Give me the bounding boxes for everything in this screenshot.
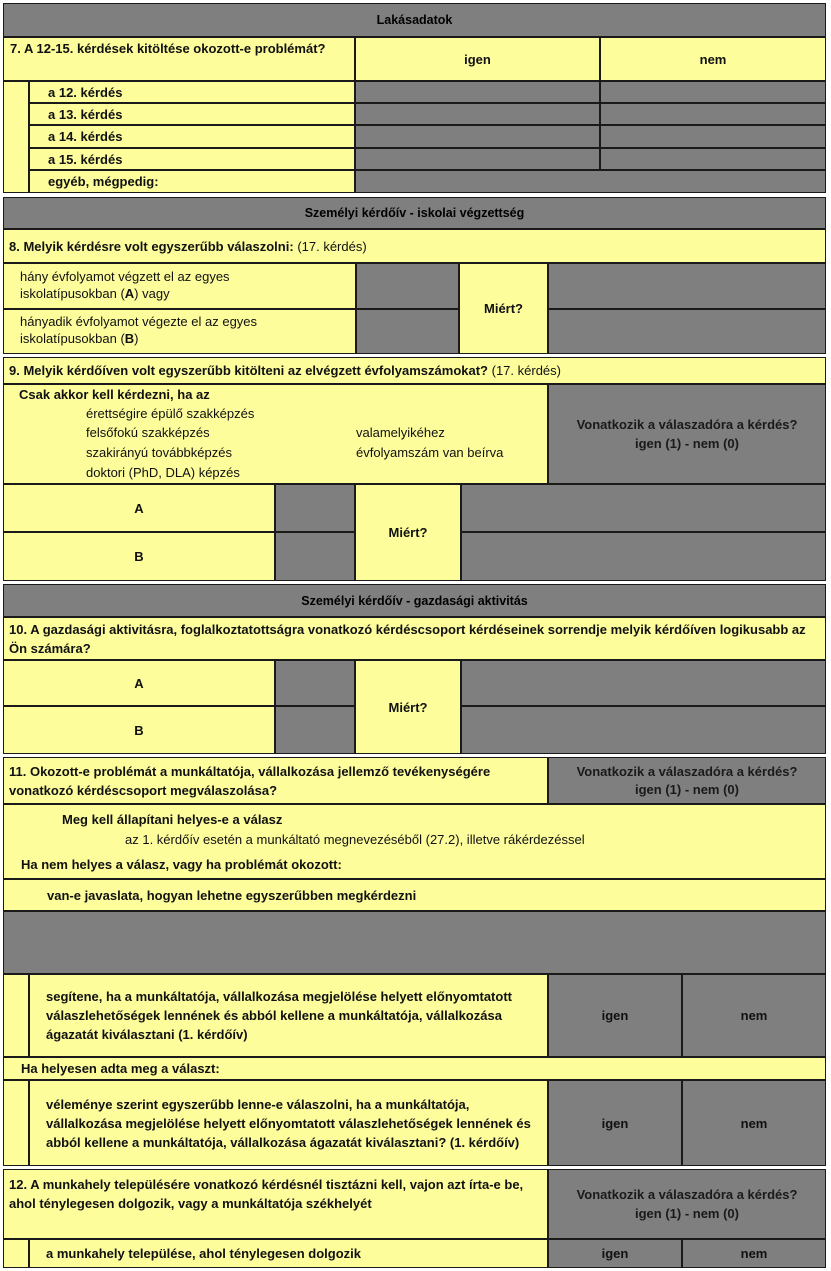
q11-would-help-no[interactable]: nem (682, 974, 826, 1057)
q9-item-2: felsőfokú szakképzés (86, 425, 210, 440)
q10-why-label: Miért? (355, 660, 461, 754)
q7-14-yes-cell[interactable] (355, 125, 600, 148)
q12-question: 12. A munkahely településére vonatkozó kérdésnél tisztázni kell, vajon azt írta-e be, ahol ténylegesen dolgozik, vagy a munkáltatója székhelyét (3, 1169, 548, 1239)
q11-would-help: segítene, ha a munkáltatója, vállalkozása megjelölése helyett előnyomtatott válaszlehetőségek lennének és abból kellene a munkáltatója, vállalkozása ágazatát kiválasztani (1. kérdőív) (29, 974, 548, 1057)
q11-question: 11. Okozott-e problémát a munkáltatója, vállalkozása jellemző tevékenységére vonatkozó kérdéscsoport megválaszolása? (3, 757, 548, 804)
q11-instructions (3, 804, 826, 879)
q7-row-other: egyéb, mégpedig: (29, 170, 355, 193)
q9-why-cell-a[interactable] (461, 484, 826, 532)
q9-option-b: B (3, 532, 275, 581)
q9-item-3: szakirányú továbbképzés (86, 445, 232, 460)
q7-13-no-cell[interactable] (600, 103, 826, 125)
q9-right-line1: valamelyikéhez (356, 425, 445, 440)
q9-option-a: A (3, 484, 275, 532)
q8-option-a (3, 263, 356, 309)
q9-item-4: doktori (PhD, DLA) képzés (86, 465, 240, 480)
q8-why-cell-b[interactable] (548, 309, 826, 354)
q8-option-a-line1: hány évfolyamot végzett el az egyes (20, 269, 230, 284)
q12-no[interactable]: nem (682, 1239, 826, 1268)
q9-option-a-cell[interactable] (275, 484, 355, 532)
q11-if-correct: Ha helyesen adta meg a választ: (3, 1057, 826, 1080)
q10-option-b-cell[interactable] (275, 706, 355, 754)
q7-14-no-cell[interactable] (600, 125, 826, 148)
q9-item-1: érettségire épülő szakképzés (86, 406, 255, 421)
q8-option-b-cell[interactable] (356, 309, 459, 354)
q9-question (3, 357, 826, 384)
q8-option-b-line2: iskolatípusokban (B) (20, 331, 139, 346)
q8-question-ref: (17. kérdés) (297, 238, 367, 254)
q11-instruction-2: az 1. kérdőív esetén a munkáltató megnevezéséből (27.2), illetve rákérdezéssel (125, 832, 585, 847)
q7-indent (3, 81, 29, 193)
q7-row-14: a 14. kérdés (29, 125, 355, 148)
q9-condition-box (3, 384, 548, 484)
q12-indent (3, 1239, 29, 1268)
q9-why-label: Miért? (355, 484, 461, 581)
q12-yes[interactable]: igen (548, 1239, 682, 1268)
section-header-education: Személyi kérdőív - iskolai végzettség (3, 197, 826, 229)
q9-right-line2: évfolyamszám van beírva (356, 445, 504, 460)
q8-option-a-line2: iskolatípusokban (A) vagy (20, 286, 170, 301)
q11-if-wrong: Ha nem helyes a válasz, vagy ha problémát okozott: (21, 857, 342, 872)
q8-question (3, 229, 826, 263)
q11-applies-header: Vonatkozik a válaszadóra a kérdés? igen (1) - nem (0) (548, 757, 826, 804)
q7-question: 7. A 12-15. kérdések kitöltése okozott-e problémát? (3, 37, 355, 81)
q7-12-yes-cell[interactable] (355, 81, 600, 103)
q9-applies-header: Vonatkozik a válaszadóra a kérdés? igen (1) - nem (0) (548, 384, 826, 484)
q10-why-cell-a[interactable] (461, 660, 826, 706)
q11-instruction-1: Meg kell állapítani helyes-e a válasz (62, 812, 283, 827)
q8-option-a-cell[interactable] (356, 263, 459, 309)
q9-question-ref: (17. kérdés) (491, 363, 561, 378)
q11-would-help-yes[interactable]: igen (548, 974, 682, 1057)
q7-row-12: a 12. kérdés (29, 81, 355, 103)
q10-question: 10. A gazdasági aktivitásra, foglalkoztatottságra vonatkozó kérdéscsoport kérdéseinek sorrendje melyik kérdőíven logikusabb az Ön számára? (3, 617, 826, 660)
q8-option-b (3, 309, 356, 354)
q11-help-indent (3, 974, 29, 1057)
q8-why-cell-a[interactable] (548, 263, 826, 309)
q9-question-text: 9. Melyik kérdőíven volt egyszerűbb kitölteni az elvégzett évfolyamszámokat? (9, 363, 488, 378)
q12-row: a munkahely települése, ahol ténylegesen dolgozik (29, 1239, 548, 1268)
q11-simpler: véleménye szerint egyszerűbb lenne-e válaszolni, ha a munkáltatója, vállalkozása megjelölése helyett előnyomtatott válaszlehetőségek lennének és abból kellene a munkáltatója, vállalkozása ágazatát kiválasztani? (1. kérdőív) (29, 1080, 548, 1166)
q7-15-yes-cell[interactable] (355, 148, 600, 170)
q11-simpler-no[interactable]: nem (682, 1080, 826, 1166)
q8-option-b-line1: hányadik évfolyamot végezte el az egyes (20, 314, 258, 329)
q7-no-header: nem (600, 37, 826, 81)
q10-option-a: A (3, 660, 275, 706)
q12-applies-header: Vonatkozik a válaszadóra a kérdés? igen (1) - nem (0) (548, 1169, 826, 1239)
q8-why-label: Miért? (459, 263, 548, 354)
q11-simpler-yes[interactable]: igen (548, 1080, 682, 1166)
q7-13-yes-cell[interactable] (355, 103, 600, 125)
q7-other-cell[interactable] (355, 170, 826, 193)
q11-simpler-indent (3, 1080, 29, 1166)
q10-option-b: B (3, 706, 275, 754)
q7-15-no-cell[interactable] (600, 148, 826, 170)
q7-yes-header: igen (355, 37, 600, 81)
q7-row-13: a 13. kérdés (29, 103, 355, 125)
q11-suggestion-cell[interactable] (3, 911, 826, 974)
q11-suggestion-label: van-e javaslata, hogyan lehetne egyszerűbben megkérdezni (3, 879, 826, 911)
section-header-housing: Lakásadatok (3, 3, 826, 37)
q9-option-b-cell[interactable] (275, 532, 355, 581)
q7-row-15: a 15. kérdés (29, 148, 355, 170)
q8-question-text: 8. Melyik kérdésre volt egyszerűbb válaszolni: (9, 238, 294, 254)
q10-option-a-cell[interactable] (275, 660, 355, 706)
section-header-economic: Személyi kérdőív - gazdasági aktivitás (3, 584, 826, 617)
q9-why-cell-b[interactable] (461, 532, 826, 581)
q10-why-cell-b[interactable] (461, 706, 826, 754)
q7-12-no-cell[interactable] (600, 81, 826, 103)
q9-condition: Csak akkor kell kérdezni, ha az (19, 387, 210, 402)
